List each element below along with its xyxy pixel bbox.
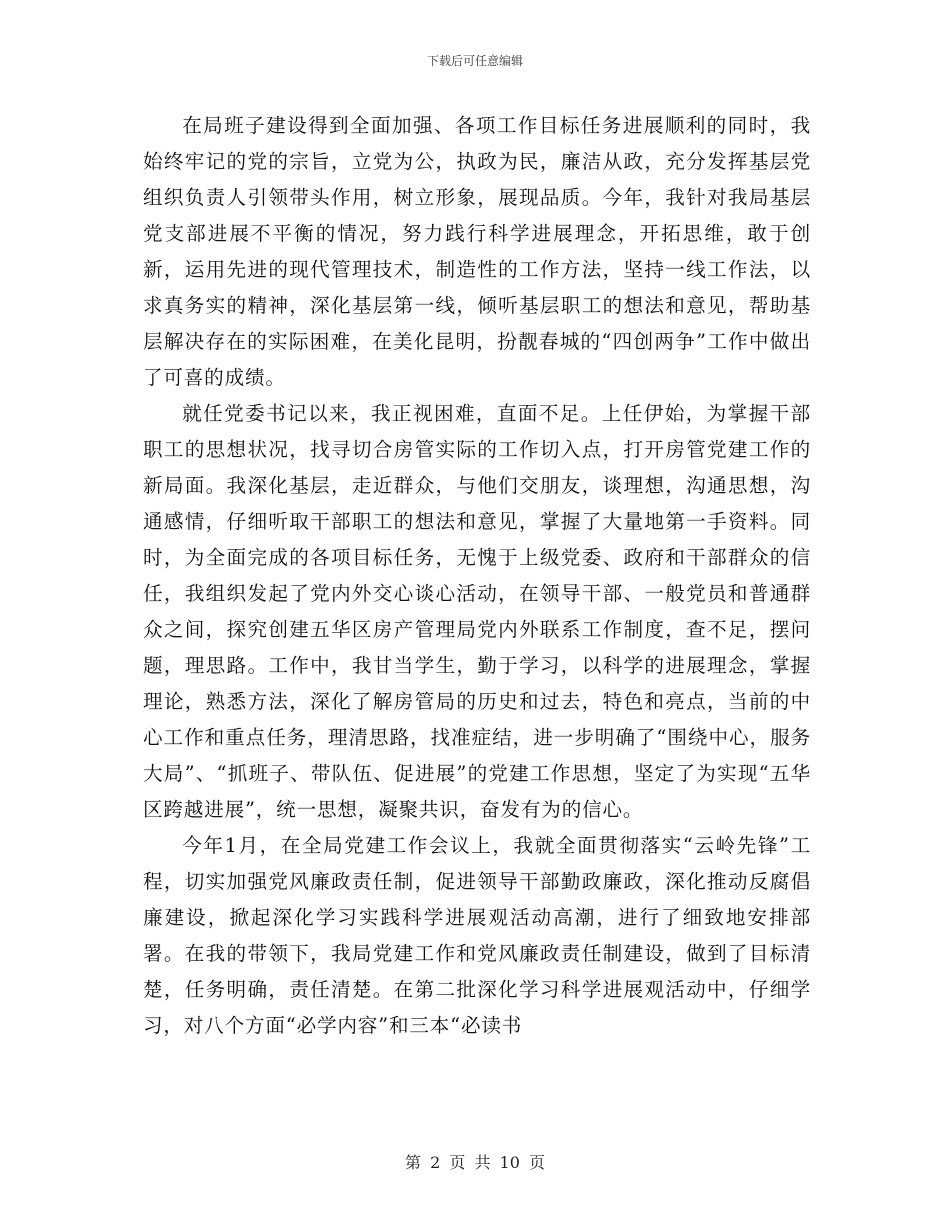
- body-paragraph-3: 今年1月，在全局党建工作会议上，我就全面贯彻落实“云岭先锋”工程，切实加强党风廉政责任制，促进领导干部勤政廉政，深化推动反腐倡廉建设，掀起深化学习实践科学进展观活动高潮，进行了细致地安排部署。在我的带领下，我局党建工作和党风廉政责任制建设，做到了目标清楚，任务明确，责任清楚。在第二批深化学习科学进展观活动中，仔细学习，对八个方面“必学内容”和三本“必读书: [143, 834, 811, 1037]
- document-body: [143, 108, 811, 1044]
- body-paragraph-2: 就任党委书记以来，我正视困难，直面不足。上任伊始，为掌握干部职工的思想状况，找寻切合房管实际的工作切入点，打开房管党建工作的新局面。我深化基层，走近群众，与他们交朋友，谈理想，沟通思想，沟通感情，仔细听取干部职工的想法和意见，掌握了大量地第一手资料。同时，为全面完成的各项目标任务，无愧于上级党委、政府和干部群众的信任，我组织发起了党内外交心谈心活动，在领导干部、一般党员和普通群众之间，探究创建五华区房产管理局党内外联系工作制度，查不足，摆问题，理思路。工作中，我甘当学生，勤于学习，以科学的进展理念，掌握理论，熟悉方法，深化了解房管局的历史和过去，特色和亮点，当前的中心工作和重点任务，理清思路，找准症结，进一步明确了“围绕中心，服务大局”、“抓班子、带队伍、促进展”的党建工作思想，坚定了为实现“五华区跨越进展”，统一思想，凝聚共识，奋发有为的信心。: [143, 402, 811, 821]
- page-header-note: 下载后可任意编辑: [426, 54, 523, 68]
- body-paragraph-1: 在局班子建设得到全面加强、各项工作目标任务进展顺利的同时，我始终牢记的党的宗旨，立党为公，执政为民，廉洁从政，充分发挥基层党组织负责人引领带头作用，树立形象，展现品质。今年，我针对我局基层党支部进展不平衡的情况，努力践行科学进展理念，开拓思维，敢于创新，运用先进的现代管理技术，制造性的工作方法，坚持一线工作法，以求真务实的精神，深化基层第一线，倾听基层职工的想法和意见，帮助基层解决存在的实际困难，在美化昆明，扮靓春城的“四创两争”工作中做出了可喜的成绩。: [143, 114, 811, 389]
- page-number-footer: 第 2 页 共 10 页: [405, 1153, 545, 1172]
